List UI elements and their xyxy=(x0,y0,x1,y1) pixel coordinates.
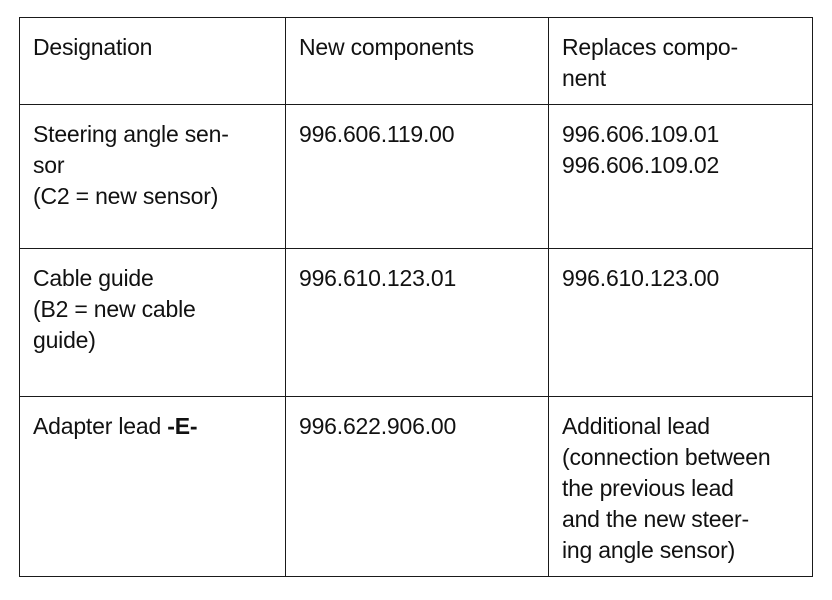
table-row xyxy=(20,249,813,397)
header-replaces-component xyxy=(549,18,813,105)
part-number: 996.610.123.01 xyxy=(299,265,457,291)
replaces-note-line: ing angle sensor) xyxy=(562,537,736,563)
header-designation xyxy=(20,18,286,105)
part-number: 996.622.906.00 xyxy=(299,413,457,439)
part-number: 996.606.119.00 xyxy=(299,121,455,147)
replaces-note-line: Additional lead xyxy=(562,413,710,439)
table-row xyxy=(20,105,813,249)
replaces-note-line: the previous lead xyxy=(562,475,734,501)
header-designation-text: Designation xyxy=(33,34,153,60)
cell-new-component xyxy=(286,105,549,249)
cell-replaces xyxy=(549,105,813,249)
designation-line xyxy=(33,411,275,442)
header-replaces-text-line2: nent xyxy=(562,65,606,91)
cell-new-component xyxy=(286,397,549,577)
designation-line: (C2 = new sensor) xyxy=(33,183,219,209)
replaces-note-line: and the new steer- xyxy=(562,506,749,532)
cell-designation xyxy=(20,105,286,249)
part-number: 996.610.123.00 xyxy=(562,265,720,291)
designation-code: -E- xyxy=(167,413,198,439)
cell-replaces xyxy=(549,397,813,577)
header-replaces-text-line1: Replaces compo- xyxy=(562,34,738,60)
cell-designation xyxy=(20,397,286,577)
table-header-row xyxy=(20,18,813,105)
cell-new-component xyxy=(286,249,549,397)
designation-line: sor xyxy=(33,152,65,178)
replaces-note-line: (connection between xyxy=(562,444,771,470)
components-table xyxy=(19,17,813,577)
designation-prefix: Adapter lead xyxy=(33,413,168,439)
designation-line: Cable guide xyxy=(33,265,154,291)
designation-line: (B2 = new cable xyxy=(33,296,196,322)
part-number: 996.606.109.02 xyxy=(562,152,720,178)
table-row xyxy=(20,397,813,577)
designation-line: guide) xyxy=(33,327,96,353)
header-new-components-text: New components xyxy=(299,34,474,60)
components-table-wrapper xyxy=(19,17,813,577)
designation-line: Steering angle sen- xyxy=(33,121,229,147)
header-new-components xyxy=(286,18,549,105)
part-number: 996.606.109.01 xyxy=(562,121,720,147)
cell-designation xyxy=(20,249,286,397)
cell-replaces xyxy=(549,249,813,397)
